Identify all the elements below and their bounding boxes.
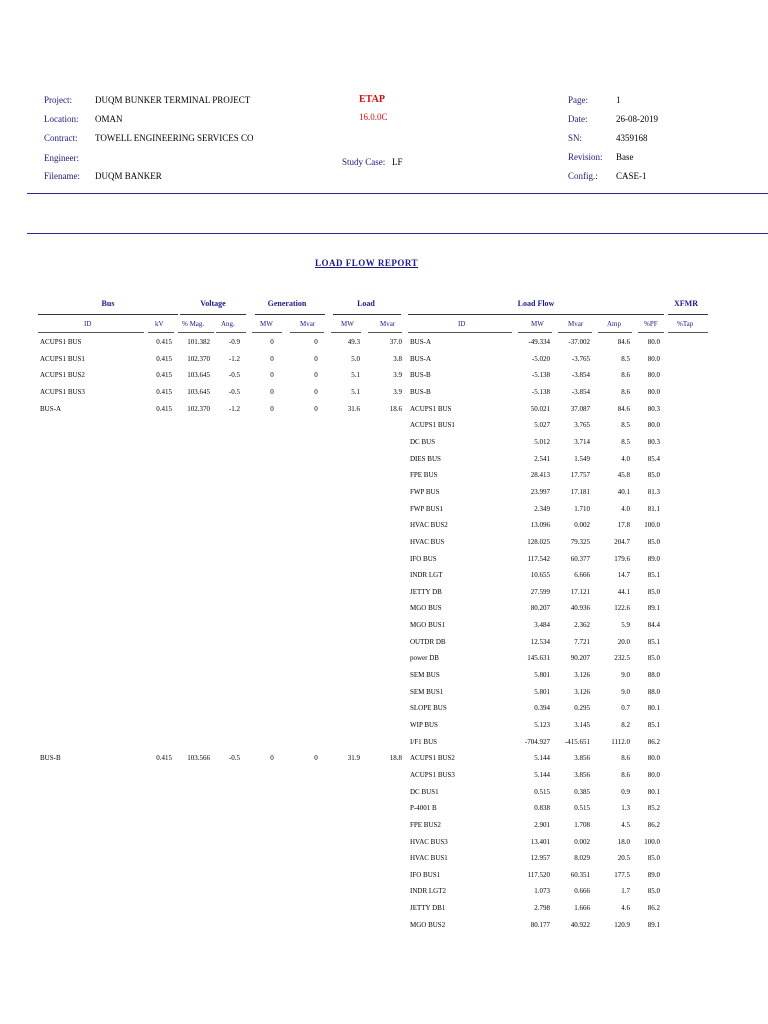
- header-left-value: DUQM BUNKER TERMINAL PROJECT: [95, 95, 251, 105]
- cell-gen-mvar: 0: [314, 387, 318, 396]
- cell-flow-mw: 50.021: [530, 404, 550, 413]
- cell-amp: 204.7: [614, 537, 630, 546]
- cell-amp: 8.6: [621, 371, 630, 380]
- cell-flow-id: BUS-B: [410, 371, 431, 380]
- cell-gen-mw: 0: [270, 354, 274, 363]
- group-load-flow: Load Flow: [517, 299, 555, 308]
- header-divider-bottom: [27, 233, 768, 234]
- cell-flow-mvar: 1.710: [574, 504, 590, 513]
- cell-flow-mw: 145.631: [527, 654, 550, 663]
- cell-flow-mvar: -415.651: [564, 737, 590, 746]
- cell-gen-mvar: 0: [314, 354, 318, 363]
- cell-flow-mvar: -3.765: [571, 354, 590, 363]
- col-tap: %Tap: [677, 320, 694, 328]
- group-generation: Generation: [267, 299, 307, 308]
- cell-flow-mvar: 17.121: [570, 587, 590, 596]
- cell-flow-mw: 2.798: [534, 904, 550, 913]
- col-flow-mvar: Mvar: [568, 320, 584, 328]
- cell-amp: 1.7: [621, 887, 630, 896]
- header-right-value: 26-08-2019: [616, 114, 658, 124]
- cell-bus-id: ACUPS1 BUS2: [40, 371, 85, 380]
- col-line-flow-mw: [518, 332, 552, 333]
- cell-load-mvar: 3.8: [393, 354, 402, 363]
- cell-pf: 85.1: [647, 721, 660, 729]
- cell-flow-mvar: 3.856: [574, 754, 590, 763]
- report-title: LOAD FLOW REPORT: [315, 258, 419, 268]
- cell-flow-mvar: -37.002: [568, 338, 590, 346]
- cell-ang: -1.2: [228, 404, 240, 413]
- cell-load-mw: 31.6: [347, 404, 360, 413]
- cell-flow-mvar: 3.765: [574, 421, 590, 430]
- header-right-value: 1: [616, 95, 621, 105]
- cell-bus-id: ACUPS1 BUS1: [40, 354, 85, 363]
- col-line-id: [38, 332, 144, 333]
- cell-amp: 8.5: [621, 421, 630, 430]
- header-right-label: SN:: [568, 133, 583, 143]
- cell-flow-id: OUTDR DB: [410, 637, 446, 646]
- cell-amp: 5.9: [621, 621, 630, 629]
- cell-flow-mvar: 6.666: [574, 571, 590, 580]
- cell-flow-id: ACUPS1 BUS2: [410, 754, 455, 763]
- col-ang: Ang.: [221, 320, 235, 328]
- cell-flow-id: IFO BUS1: [410, 870, 441, 879]
- col-pf: %PF: [644, 320, 658, 328]
- cell-bus-id: BUS-A: [40, 404, 62, 413]
- cell-flow-mvar: 1.708: [574, 820, 590, 829]
- cell-amp: 45.8: [617, 471, 630, 480]
- cell-amp: 18.0: [617, 837, 630, 846]
- header-divider-top: [27, 193, 768, 194]
- cell-amp: 4.0: [621, 454, 630, 463]
- cell-amp: 179.6: [614, 554, 630, 563]
- cell-flow-mvar: 0.385: [574, 787, 590, 796]
- cell-mag: 101.382: [187, 338, 210, 346]
- group-line-load: [333, 314, 401, 315]
- cell-ang: -1.2: [228, 354, 240, 363]
- cell-pf: 85.0: [647, 587, 660, 596]
- cell-pf: 80.0: [647, 754, 660, 763]
- cell-bus-id: ACUPS1 BUS: [40, 338, 82, 346]
- cell-flow-mvar: 8.029: [574, 854, 590, 863]
- cell-flow-mw: 128.025: [527, 537, 550, 546]
- cell-pf: 85.0: [647, 471, 660, 480]
- col-mag: % Mag.: [182, 320, 205, 328]
- etap-title: ETAP: [359, 94, 385, 105]
- cell-ang: -0.5: [228, 754, 240, 763]
- cell-flow-mw: 80.207: [530, 604, 550, 613]
- cell-load-mw: 5.1: [351, 371, 360, 380]
- cell-flow-mw: 3.484: [534, 621, 550, 629]
- cell-pf: 89.1: [647, 604, 660, 613]
- cell-flow-mvar: 40.936: [570, 604, 590, 613]
- cell-kv: 0.415: [156, 387, 172, 396]
- cell-mag: 102.370: [187, 354, 210, 363]
- cell-flow-mw: 1.073: [534, 887, 550, 896]
- cell-amp: 8.5: [621, 437, 630, 446]
- cell-flow-mw: 12.534: [530, 637, 550, 646]
- cell-flow-mvar: -3.854: [571, 371, 590, 380]
- cell-flow-mw: -5.138: [531, 371, 550, 380]
- cell-amp: 1.3: [621, 804, 630, 813]
- group-line-bus: [38, 314, 178, 315]
- cell-amp: 20.5: [617, 854, 630, 863]
- cell-flow-mvar: 37.087: [570, 404, 590, 413]
- group-voltage: Voltage: [200, 299, 226, 308]
- cell-flow-mw: 117.542: [527, 554, 550, 563]
- cell-flow-mvar: 17.181: [570, 487, 590, 496]
- cell-flow-id: HVAC BUS3: [410, 837, 448, 846]
- cell-flow-mw: 2.901: [534, 820, 550, 829]
- col-line-gen-mvar: [290, 332, 324, 333]
- cell-amp: 8.6: [621, 754, 630, 763]
- cell-pf: 86.2: [647, 820, 660, 829]
- cell-flow-mw: -5.020: [531, 354, 550, 363]
- cell-flow-mw: 0.394: [534, 704, 550, 713]
- cell-flow-id: FWP BUS1: [410, 504, 444, 513]
- cell-flow-id: DC BUS1: [410, 787, 439, 796]
- study-case-value: LF: [392, 157, 403, 167]
- cell-pf: 85.0: [647, 537, 660, 546]
- col-line-amp: [598, 332, 632, 333]
- cell-load-mvar: 3.9: [393, 387, 402, 396]
- cell-pf: 85.0: [647, 854, 660, 863]
- cell-gen-mw: 0: [270, 371, 274, 380]
- cell-flow-id: FPE BUS2: [410, 820, 441, 829]
- cell-amp: 122.6: [614, 604, 630, 613]
- cell-pf: 89.1: [647, 920, 660, 929]
- cell-flow-mw: 5.801: [534, 671, 550, 679]
- cell-gen-mvar: 0: [314, 404, 318, 413]
- cell-amp: 177.5: [614, 870, 630, 879]
- col-amp: Amp: [607, 320, 621, 328]
- cell-pf: 85.4: [647, 454, 660, 463]
- cell-load-mvar: 18.6: [389, 404, 402, 413]
- cell-flow-id: ACUPS1 BUS1: [410, 421, 455, 430]
- cell-flow-mw: 0.838: [534, 804, 550, 813]
- cell-amp: 0.9: [621, 787, 630, 796]
- cell-flow-mw: -5.138: [531, 387, 550, 396]
- cell-flow-mvar: 0.666: [574, 887, 590, 896]
- cell-flow-id: SEM BUS1: [410, 687, 444, 696]
- cell-pf: 80.0: [647, 371, 660, 380]
- cell-ang: -0.5: [228, 371, 240, 380]
- cell-pf: 80.1: [647, 704, 660, 713]
- study-case-label: Study Case:: [342, 157, 386, 167]
- cell-pf: 80.0: [647, 770, 660, 779]
- group-line-voltage: [180, 314, 246, 315]
- cell-amp: 1112.0: [611, 737, 630, 746]
- cell-gen-mw: 0: [270, 387, 274, 396]
- cell-pf: 85.1: [647, 571, 660, 580]
- col-kv: kV: [155, 320, 164, 328]
- cell-kv: 0.415: [156, 754, 172, 763]
- cell-flow-mw: 5.144: [534, 754, 550, 763]
- cell-gen-mw: 0: [270, 404, 274, 413]
- cell-kv: 0.415: [156, 354, 172, 363]
- col-line-tap: [668, 332, 708, 333]
- cell-flow-mw: 12.957: [530, 854, 550, 863]
- header-left-value: DUQM BANKER: [95, 171, 162, 181]
- header-left-value: TOWELL ENGINEERING SERVICES CO: [95, 133, 254, 143]
- cell-flow-mw: 5.123: [534, 721, 550, 729]
- header-left-label: Project:: [44, 95, 72, 105]
- cell-pf: 80.1: [647, 787, 660, 796]
- cell-flow-id: IFO BUS: [410, 554, 437, 563]
- cell-flow-mw: 5.027: [534, 421, 550, 430]
- group-line-generation: [255, 314, 325, 315]
- cell-flow-mw: 0.515: [534, 787, 550, 796]
- cell-amp: 40.1: [617, 487, 630, 496]
- cell-flow-id: INDR LGT2: [410, 887, 446, 896]
- cell-amp: 8.6: [621, 387, 630, 396]
- cell-mag: 103.566: [187, 754, 210, 763]
- cell-flow-mvar: 3.714: [574, 437, 590, 446]
- cell-gen-mvar: 0: [314, 371, 318, 380]
- cell-mag: 103.645: [187, 371, 210, 380]
- header-right-label: Page:: [568, 95, 588, 105]
- cell-flow-id: FWP BUS: [410, 487, 440, 496]
- cell-pf: 80.0: [647, 338, 660, 346]
- cell-amp: 8.5: [621, 354, 630, 363]
- group-line-xfmr: [668, 314, 708, 315]
- col-line-ang: [216, 332, 246, 333]
- cell-flow-mvar: 3.145: [574, 721, 590, 729]
- cell-load-mvar: 37.0: [389, 338, 402, 346]
- col-line-gen-mw: [252, 332, 282, 333]
- cell-mag: 102.370: [187, 404, 210, 413]
- cell-flow-mvar: 0.002: [574, 521, 590, 530]
- col-id: ID: [84, 320, 92, 328]
- cell-kv: 0.415: [156, 338, 172, 346]
- cell-flow-id: P-4001 B: [410, 804, 437, 813]
- header-left-label: Location:: [44, 114, 79, 124]
- cell-pf: 88.0: [647, 671, 660, 679]
- cell-flow-mvar: 3.126: [574, 671, 590, 679]
- cell-amp: 4.0: [621, 504, 630, 513]
- col-flow-id: ID: [458, 320, 466, 328]
- col-load-mw: MW: [341, 320, 354, 328]
- header-left-label: Filename:: [44, 171, 80, 181]
- header-left-label: Engineer:: [44, 153, 79, 163]
- cell-flow-mw: 13.401: [530, 837, 550, 846]
- cell-mag: 103.645: [187, 387, 210, 396]
- cell-pf: 80.0: [647, 387, 660, 396]
- cell-flow-id: WIP BUS: [410, 721, 438, 729]
- cell-flow-id: INDR LGT: [410, 571, 443, 580]
- cell-flow-mvar: 90.207: [570, 654, 590, 663]
- cell-amp: 44.1: [617, 587, 630, 596]
- col-load-mvar: Mvar: [380, 320, 396, 328]
- cell-flow-id: HVAC BUS1: [410, 854, 448, 863]
- cell-flow-id: power DB: [410, 654, 439, 663]
- cell-amp: 8.2: [621, 721, 630, 729]
- cell-flow-mw: 117.520: [527, 870, 550, 879]
- cell-flow-mvar: -3.854: [571, 387, 590, 396]
- cell-flow-mw: -49.334: [528, 338, 550, 346]
- cell-gen-mvar: 0: [314, 754, 318, 763]
- cell-flow-mw: 80.177: [530, 920, 550, 929]
- group-line-load-flow: [408, 314, 664, 315]
- cell-flow-mvar: 3.856: [574, 770, 590, 779]
- cell-flow-mvar: 1.549: [574, 454, 590, 463]
- cell-pf: 80.0: [647, 421, 660, 430]
- etap-version: 16.0.0C: [359, 112, 388, 122]
- cell-amp: 20.0: [617, 637, 630, 646]
- cell-amp: 84.6: [617, 404, 630, 413]
- cell-bus-id: ACUPS1 BUS3: [40, 387, 85, 396]
- cell-flow-id: DC BUS: [410, 437, 436, 446]
- cell-pf: 100.0: [644, 837, 660, 846]
- header-right-label: Revision:: [568, 152, 603, 162]
- cell-flow-id: ACUPS1 BUS3: [410, 770, 455, 779]
- cell-amp: 8.6: [621, 770, 630, 779]
- cell-flow-mvar: 17.757: [570, 471, 590, 480]
- cell-load-mvar: 3.9: [393, 371, 402, 380]
- cell-flow-id: HVAC BUS: [410, 537, 445, 546]
- cell-flow-mw: 5.144: [534, 770, 550, 779]
- cell-flow-id: SEM BUS: [410, 671, 440, 679]
- cell-pf: 80.0: [647, 354, 660, 363]
- cell-amp: 17.8: [617, 521, 630, 530]
- cell-flow-mvar: 0.515: [574, 804, 590, 813]
- cell-pf: 80.3: [647, 404, 660, 413]
- cell-pf: 85.0: [647, 887, 660, 896]
- cell-pf: 80.3: [647, 437, 660, 446]
- cell-pf: 85.2: [647, 804, 660, 813]
- group-bus: Bus: [101, 299, 115, 308]
- cell-flow-mw: 27.599: [530, 587, 550, 596]
- cell-amp: 4.5: [621, 820, 630, 829]
- col-line-mag: [178, 332, 214, 333]
- cell-pf: 86.2: [647, 904, 660, 913]
- cell-flow-id: HVAC BUS2: [410, 521, 448, 530]
- cell-load-mw: 31.9: [347, 754, 360, 763]
- cell-pf: 89.0: [647, 554, 660, 563]
- cell-flow-mw: 10.655: [530, 571, 550, 580]
- cell-flow-id: JETTY DB1: [410, 904, 446, 913]
- cell-flow-mw: -704.927: [524, 737, 550, 746]
- cell-load-mvar: 18.8: [389, 754, 402, 763]
- cell-amp: 0.7: [621, 704, 630, 713]
- cell-flow-mvar: 60.351: [570, 870, 590, 879]
- col-line-load-mvar: [368, 332, 402, 333]
- cell-flow-id: DIES BUS: [410, 454, 441, 463]
- cell-flow-mw: 5.801: [534, 687, 550, 696]
- col-line-kv: [148, 332, 174, 333]
- cell-amp: 120.9: [614, 920, 630, 929]
- header-right-value: 4359168: [616, 133, 648, 143]
- cell-kv: 0.415: [156, 371, 172, 380]
- cell-pf: 81.3: [647, 487, 660, 496]
- cell-load-mw: 5.0: [351, 354, 360, 363]
- cell-amp: 14.7: [617, 571, 630, 580]
- header-right-label: Date:: [568, 114, 588, 124]
- cell-flow-id: BUS-A: [410, 354, 432, 363]
- cell-flow-mvar: 2.362: [574, 621, 590, 629]
- cell-gen-mvar: 0: [314, 338, 318, 346]
- col-gen-mvar: Mvar: [300, 320, 316, 328]
- cell-flow-id: SLOPE BUS: [410, 704, 447, 713]
- col-line-pf: [638, 332, 664, 333]
- cell-amp: 84.6: [617, 338, 630, 346]
- header-right-value: Base: [616, 152, 634, 162]
- cell-kv: 0.415: [156, 404, 172, 413]
- col-flow-mw: MW: [531, 320, 544, 328]
- cell-flow-id: JETTY DB: [410, 587, 442, 596]
- cell-pf: 84.4: [647, 621, 660, 629]
- cell-pf: 89.0: [647, 870, 660, 879]
- cell-flow-mw: 2.349: [534, 504, 550, 513]
- cell-pf: 86.2: [647, 737, 660, 746]
- cell-flow-id: ACUPS1 BUS: [410, 404, 452, 413]
- cell-flow-mw: 2.541: [534, 454, 550, 463]
- cell-ang: -0.9: [228, 338, 240, 346]
- cell-flow-mw: 28.413: [530, 471, 550, 480]
- cell-flow-id: I/F1 BUS: [410, 737, 438, 746]
- group-load: Load: [357, 299, 375, 308]
- cell-flow-mvar: 1.666: [574, 904, 590, 913]
- cell-flow-id: FPE BUS: [410, 471, 438, 480]
- cell-pf: 81.1: [647, 504, 660, 513]
- cell-flow-id: BUS-A: [410, 338, 432, 346]
- cell-flow-mvar: 60.377: [570, 554, 590, 563]
- cell-pf: 85.1: [647, 637, 660, 646]
- cell-flow-mw: 23.997: [530, 487, 550, 496]
- cell-load-mw: 5.1: [351, 387, 360, 396]
- cell-flow-id: BUS-B: [410, 387, 431, 396]
- cell-load-mw: 49.3: [347, 338, 360, 346]
- cell-flow-id: MGO BUS: [410, 604, 442, 613]
- cell-pf: 88.0: [647, 687, 660, 696]
- cell-bus-id: BUS-B: [40, 754, 61, 763]
- group-xfmr: XFMR: [674, 299, 698, 308]
- cell-flow-mw: 13.096: [530, 521, 550, 530]
- cell-flow-mvar: 40.922: [570, 920, 590, 929]
- col-line-flow-id: [408, 332, 512, 333]
- cell-pf: 100.0: [644, 521, 660, 530]
- col-line-load-mw: [331, 332, 361, 333]
- cell-flow-id: MGO BUS2: [410, 920, 446, 929]
- header-right-label: Config.:: [568, 171, 598, 181]
- cell-amp: 4.6: [621, 904, 630, 913]
- cell-flow-mvar: 3.126: [574, 687, 590, 696]
- cell-flow-mvar: 79.325: [570, 537, 590, 546]
- header-left-value: OMAN: [95, 114, 123, 124]
- cell-flow-mvar: 7.721: [574, 637, 590, 646]
- cell-gen-mw: 0: [270, 338, 274, 346]
- cell-gen-mw: 0: [270, 754, 274, 763]
- cell-amp: 232.5: [614, 654, 630, 663]
- cell-flow-mw: 5.012: [534, 437, 550, 446]
- cell-flow-mvar: 0.295: [574, 704, 590, 713]
- col-line-flow-mvar: [558, 332, 592, 333]
- cell-ang: -0.5: [228, 387, 240, 396]
- header-left-label: Contract:: [44, 133, 78, 143]
- cell-flow-id: MGO BUS1: [410, 621, 446, 629]
- col-gen-mw: MW: [260, 320, 273, 328]
- header-right-value: CASE-1: [616, 171, 647, 181]
- cell-flow-mvar: 0.002: [574, 837, 590, 846]
- cell-pf: 85.0: [647, 654, 660, 663]
- cell-amp: 9.0: [621, 671, 630, 679]
- cell-amp: 9.0: [621, 687, 630, 696]
